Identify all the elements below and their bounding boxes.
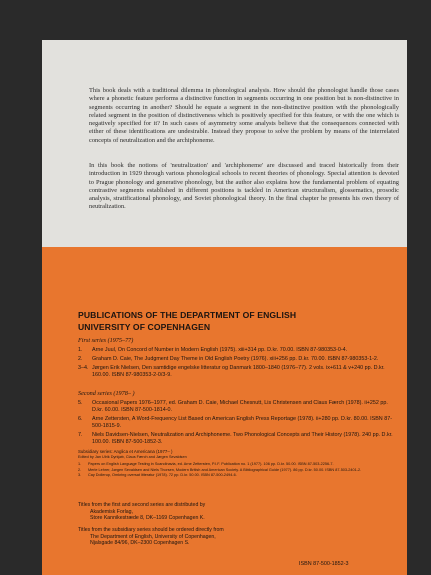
second-series-list: [78, 400, 393, 448]
list-item: 5. Occasional Papers 1976–1977, ed. Graham D. Caie, Michael Chesnutt, Lis Christensen and Claus Færch (1978). ii+252 pp. D.kr. 60.00. ISBN 87-500-1814-0.: [78, 400, 388, 413]
list-item: 2. Merle Lehrer, Jørgen Sevaldsen and Niels Thorsen, Modern British and American Society. A Bibliographical Guide (1977). 86 pp. D.kr. 50.00. ISBN 87-503-2401-2.: [78, 467, 362, 472]
blurb-paragraph-1: This book deals with a traditional dilemma in phonological analysis. How should the phonologist handle those cases where a phonetic feature performs a distinctive function in segments occurring in one position but is non-distinctive in segments occurring in another? Should he equate a segment in the non-distinctive position with the phonologically related segment in the position of distinctiveness which is positively specified for this feature, or with the one which is negatively specified for it? In such cases of asymmetry some analysts believe that the consequences connected with either of these identifications are undesirable. Instead they propose to solve the problem by means of the interrelated concepts of neutralization and the archiphoneme.: [89, 87, 399, 144]
distribution-note-2: Titles from the subsidiary series should be ordered directly from The Department of English, University of Copenhagen, Njalsgade 84/96, DK–2300 Copenhagen S.: [78, 527, 224, 546]
subsidiary-series-list: [78, 462, 393, 479]
list-item: 2. Graham D. Caie, The Judgment Day Theme in Old English Poetry (1976). xiii+256 pp. D.kr. 70.00. ISBN 87-980353-1-2.: [78, 356, 379, 362]
list-item: 3. Cay Dollerup, Omkring oversat litteratur (1978). 72 pp. D.kr. 50.00. ISBN 87-500-2494-6.: [78, 473, 237, 477]
list-item: 7. Niels Davidsen-Nielsen, Neutralization and Archiphoneme. Two Phonological Concepts and Their History (1978). 240 pp. D.kr. 100.00. ISBN 87-500-1852-3.: [78, 432, 393, 445]
second-series-label: Second series (1978– ): [78, 390, 135, 397]
list-item: 3–4. Jørgen Erik Nielsen, Den samtidige engelske litteratur og Danmark 1800–1840 (1976–77). 2 vols. ix+611 & v+240 pp. D.kr. 160.00. ISBN 87-980353-2-0/3-9.: [78, 365, 385, 378]
blurb-section: [42, 40, 407, 247]
list-item: 1. Papers on English Language Testing in Scandinavia, ed. Arne Zettersten, P.I.F. Publication no. 1 (1977). 106 pp. D.kr. 50.00. ISBN 87-503-2256-7.: [78, 462, 334, 466]
subsidiary-series-label: Subsidiary series: Anglica et Americana (1977– ): [78, 449, 173, 454]
publications-heading-line-2: UNIVERSITY OF COPENHAGEN: [78, 322, 211, 332]
first-series-label: First series (1975–77): [78, 337, 134, 344]
first-series-list: [78, 347, 393, 381]
distribution-note-1: Titles from the first and second series are distributed by Akademisk Forlag, Store Kannikestræde 8, DK–1169 Copenhagen K.: [78, 502, 206, 521]
subsidiary-editors: Edited by Jan Ulrik Dyrkjøb, Claus Færch and Jørgen Sevaldsen: [78, 455, 187, 459]
blurb-paragraph-2: In this book the notions of 'neutralization' and 'archiphoneme' are discussed and traced historically from their introduction in 1929 through various phonological schools to recent theories of phonology. Special attention is devoted to Prague phonology and generative phonology, but the author also explains how the fundamental problem of equating contrastive segments established in different positions is tackled in American structuralism, glossematics, prosodic analysis, stratificational phonology, and Soviet phonological theory. In the final chapter he presents his own theory of neutralization.: [89, 162, 399, 211]
book-back-cover: [42, 40, 407, 575]
isbn-number: ISBN 87-500-1852-3: [299, 561, 349, 567]
publications-panel: [42, 247, 407, 575]
publications-heading-line-1: PUBLICATIONS OF THE DEPARTMENT OF ENGLISH: [78, 310, 297, 320]
list-item: 1. Arne Juul, On Concord of Number in Modern English (1975). xiii+314 pp. D.kr. 70.00. ISBN 87-980353-0-4.: [78, 347, 348, 353]
list-item: 6. Arne Zettersten, A Word-Frequency List Based on American English Press Reportage (1978). ii+280 pp. D.kr. 80.00. ISBN 87-500-1815-9.: [78, 416, 392, 429]
